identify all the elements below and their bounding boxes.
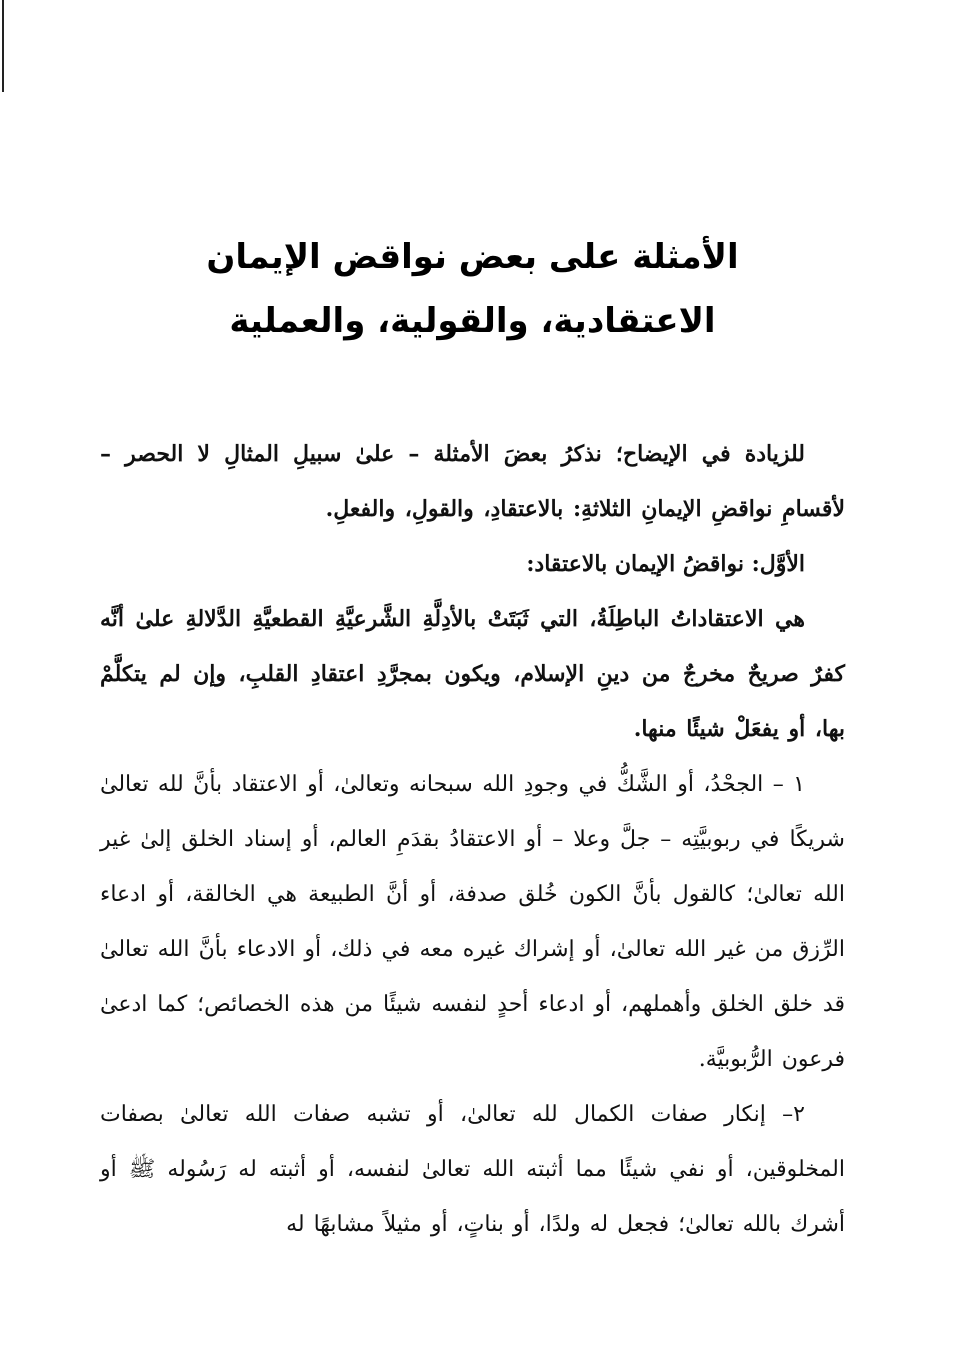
list-item-2: ٢– إنكار صفات الكمال لله تعالىٰ، أو تشبه صفات الله تعالىٰ بصفات المخلوقين، أو نفي شيئًا مما أثبته الله تعالىٰ لنفسه، أو أثبته له رَسُوله ﷺ أو أشرك بالله تعالىٰ؛ فجعل له ولدًا، أو بناتٍ، أو مثيلاً مشابهًا له [100,1102,845,1237]
title-spacer [100,353,845,427]
section-heading: الأوَّل: نواقضُ الإيمان بالاعتقاد: [526,551,805,577]
intro-paragraph: للزيادة في الإيضاح؛ نذكرُ بعضَ الأمثلة – علىٰ سبيلِ المثالِ لا الحصر – لأقسامِ نواقضِ الإيمانِ الثلاثةِ: بالاعتقادِ، والقولِ، والفعلِ. [100,441,845,522]
title-line-1: الأمثلة على بعض نواقض الإيمان [206,237,739,277]
document-page [100,225,845,1252]
title-line-2: الاعتقادية، والقولية، والعملية [229,301,716,341]
scan-edge-line [2,0,4,92]
list-item-1: ١ – الجحْدُ، أو الشَّكُّ في وجودِ الله سبحانه وتعالىٰ، أو الاعتقاد بأنَّ لله تعالىٰ شريكًا في ربوبيَّتِه – جلَّ وعلا – أو الاعتقادُ بقدَمِ العالم، أو إسناد الخلق إلىٰ غير الله تعالىٰ؛ كالقول بأنَّ الكون خُلق صدفة، أو أنَّ الطبيعة هي الخالقة، أو ادعاء الرِّزق من غير الله تعالىٰ، أو إشراك غيره معه في ذلك، أو الادعاء بأنَّ الله تعالىٰ قد خلق الخلق وأهملهم، أو ادعاء أحدٍ لنفسه شيئًا من هذه الخصائص؛ كما ادعىٰ فرعون الرُّبوبيَّة. [100,772,846,1072]
definition-paragraph: هي الاعتقاداتُ الباطِلَةُ، التي ثَبَتَتْ بالأدِلَّةِ الشَّرعيَّةِ القطعيَّةِ الدَّلالةِ علىٰ أنَّه كفرٌ صريحٌ مخرجٌ من دينِ الإسلام، ويكون بمجرَّدِ اعتقادِ القلبِ، وإن لم يتكلَّمْ بها، أو يفعَلْ شيئًا منها. [100,606,845,742]
